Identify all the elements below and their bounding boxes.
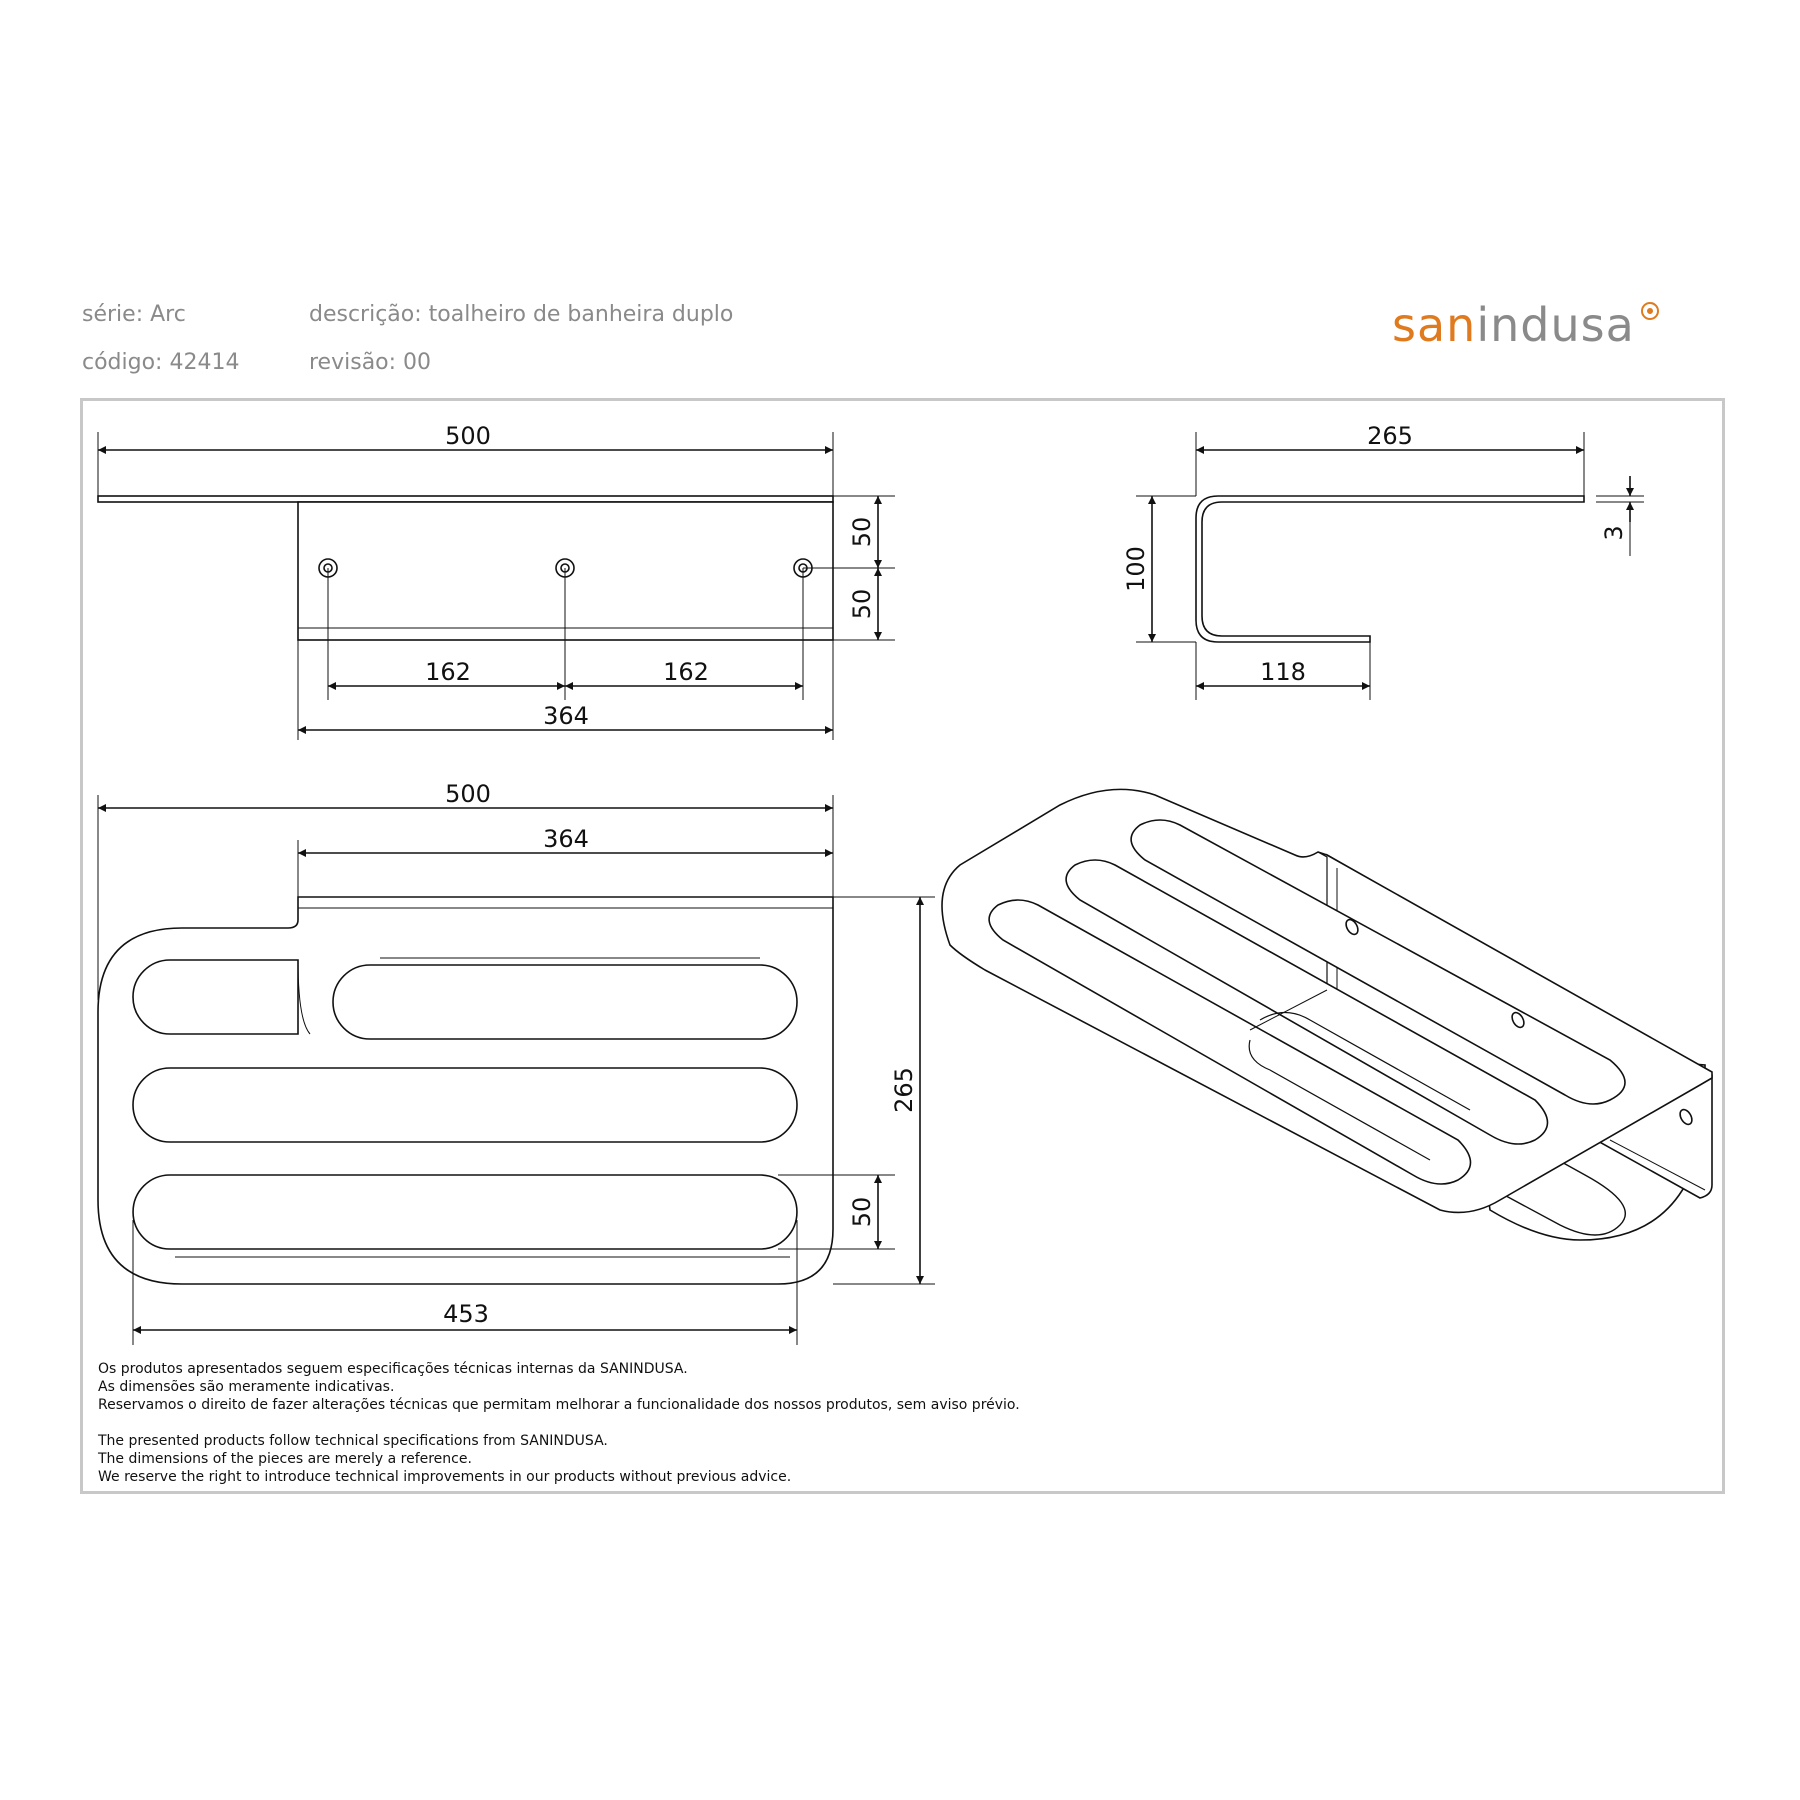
- dim-plan-depth: 265: [890, 1067, 918, 1113]
- dim-plan-back-width: 364: [543, 825, 589, 853]
- dim-height-lower: 50: [848, 588, 876, 620]
- dim-slot-length: 453: [443, 1300, 489, 1328]
- dim-back-width: 364: [543, 702, 589, 730]
- note-pt-2: As dimensões são meramente indicativas.: [98, 1379, 395, 1395]
- isometric-view: [942, 789, 1712, 1240]
- disclaimer-notes: [98, 1360, 1020, 1486]
- side-view: [1136, 432, 1644, 700]
- plan-view: [98, 795, 935, 1345]
- serie-label: série: Arc: [82, 302, 186, 327]
- revisao-label: revisão: 00: [309, 350, 432, 375]
- note-en-3: We reserve the right to introduce technical improvements in our products without previous advice.: [98, 1469, 792, 1485]
- note-pt-3: Reservamos o direito de fazer alterações técnicas que permitam melhorar a funcionalidade dos nossos produtos, sem aviso prévio.: [98, 1397, 1020, 1413]
- dim-side-height: 100: [1122, 546, 1150, 592]
- logo-san: san: [1392, 298, 1477, 352]
- dim-hole-left: 162: [425, 658, 471, 686]
- front-view: [98, 432, 895, 740]
- note-en-1: The presented products follow technical specifications from SANINDUSA.: [98, 1433, 608, 1449]
- dim-lower-arm: 118: [1260, 658, 1306, 686]
- descricao-label: descrição: toalheiro de banheira duplo: [309, 302, 734, 327]
- logo-indusa: indusa: [1476, 298, 1635, 352]
- dim-top-width: 500: [445, 422, 491, 450]
- codigo-label: código: 42414: [82, 350, 240, 375]
- dim-hole-right: 162: [663, 658, 709, 686]
- dim-plan-width: 500: [445, 780, 491, 808]
- dim-slot-pitch: 50: [848, 1196, 876, 1228]
- dim-height-upper: 50: [848, 516, 876, 548]
- dim-side-depth: 265: [1367, 422, 1413, 450]
- note-en-2: The dimensions of the pieces are merely a reference.: [98, 1451, 472, 1467]
- note-pt-1: Os produtos apresentados seguem especificações técnicas internas da SANINDUSA.: [98, 1361, 688, 1377]
- dim-thickness: 3: [1600, 525, 1628, 541]
